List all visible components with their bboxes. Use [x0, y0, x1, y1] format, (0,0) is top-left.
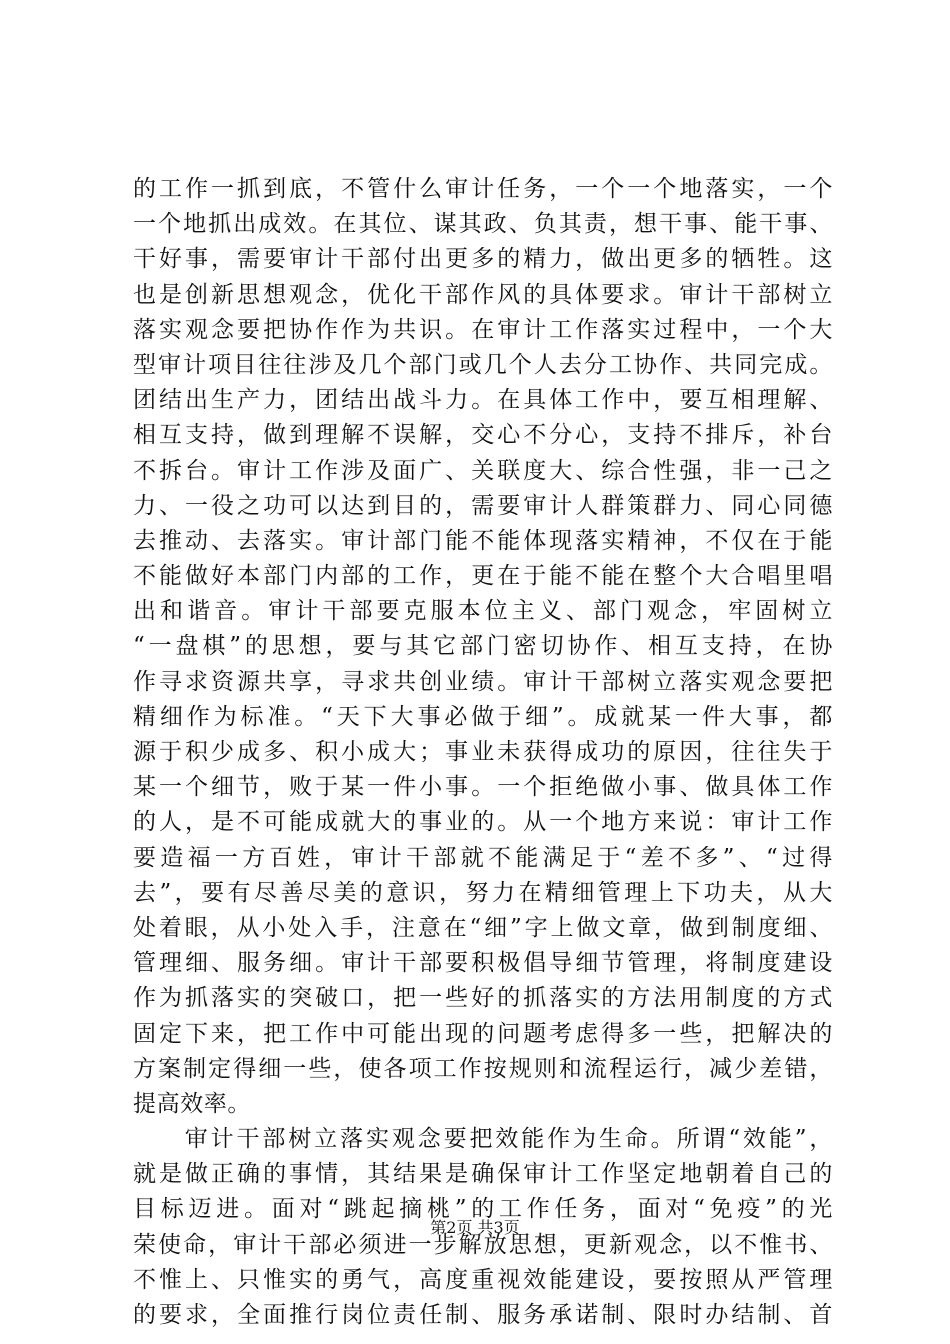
text-line: 去推动、去落实。审计部门能不能体现落实精神，不仅在于能	[133, 527, 833, 554]
text-line: 的人，是不可能成就大的事业的。从一个地方来说：审计工作	[133, 809, 833, 836]
text-line: 荣使命，审计干部必须进一步解放思想，更新观念，以不惟书、	[133, 1231, 833, 1258]
body-text	[133, 172, 833, 1333]
text-line: 团结出生产力，团结出战斗力。在具体工作中，要互相理解、	[133, 387, 833, 414]
text-line: 不惟上、只惟实的勇气，高度重视效能建设，要按照从严管理	[133, 1266, 833, 1293]
text-line: 目标迈进。面对“跳起摘桃”的工作任务，面对“免疫”的光	[133, 1196, 833, 1223]
text-line: 出和谐音。审计干部要克服本位主义、部门观念，牢固树立	[133, 598, 833, 625]
text-line: 处着眼，从小处入手，注意在“细”字上做文章，做到制度细、	[133, 914, 833, 941]
text-line: 源于积少成多、积小成大；事业未获得成功的原因，往往失于	[133, 739, 833, 765]
text-line: 作为抓落实的突破口，把一些好的抓落实的方法用制度的方式	[133, 985, 833, 1012]
text-line: 干好事，需要审计干部付出更多的精力，做出更多的牺牲。这	[133, 246, 833, 273]
text-line: 去”，要有尽善尽美的意识，努力在精细管理上下功夫，从大	[133, 879, 833, 906]
text-line: 要造福一方百姓，审计干部就不能满足于“差不多”、“过得	[133, 844, 833, 871]
page-footer: 第2页 共3页	[430, 1218, 520, 1237]
text-line: 就是做正确的事情，其结果是确保审计工作坚定地朝着自己的	[133, 1161, 833, 1188]
text-line-paragraph-end: 提高效率。	[133, 1090, 251, 1117]
text-line: 不拆台。审计工作涉及面广、关联度大、综合性强，非一己之	[133, 457, 833, 484]
text-line: “一盘棋”的思想，要与其它部门密切协作、相互支持，在协	[133, 633, 833, 660]
text-line: 某一个细节，败于某一件小事。一个拒绝做小事、做具体工作	[133, 774, 833, 801]
text-line: 型审计项目往往涉及几个部门或几个人去分工协作、共同完成。	[133, 351, 833, 378]
text-line: 相互支持，做到理解不误解，交心不分心，支持不排斥，补台	[133, 422, 833, 449]
text-line-paragraph-start: 审计干部树立落实观念要把效能作为生命。所谓“效能”，	[133, 1126, 833, 1153]
text-line: 也是创新思想观念，优化干部作风的具体要求。审计干部树立	[133, 281, 833, 308]
text-line: 的工作一抓到底，不管什么审计任务，一个一个地落实，一个	[133, 176, 833, 202]
text-line: 作寻求资源共享，寻求共创业绩。审计干部树立落实观念要把	[133, 668, 833, 695]
text-line: 一个地抓出成效。在其位、谋其政、负其责，想干事、能干事、	[133, 211, 833, 238]
text-line: 方案制定得细一些，使各项工作按规则和流程运行，减少差错，	[133, 1055, 833, 1082]
text-line: 力、一役之功可以达到目的，需要审计人群策群力、同心同德	[133, 492, 833, 519]
text-line: 精细作为标准。“天下大事必做于细”。成就某一件大事，都	[133, 703, 833, 730]
text-line: 不能做好本部门内部的工作，更在于能不能在整个大合唱里唱	[133, 563, 833, 590]
text-line: 管理细、服务细。审计干部要积极倡导细节管理，将制度建设	[133, 950, 833, 977]
text-line: 落实观念要把协作作为共识。在审计工作落实过程中，一个大	[133, 316, 833, 343]
text-line: 固定下来，把工作中可能出现的问题考虑得多一些，把解决的	[133, 1020, 833, 1047]
text-line: 的要求，全面推行岗位责任制、服务承诺制、限时办结制、首	[133, 1302, 833, 1328]
